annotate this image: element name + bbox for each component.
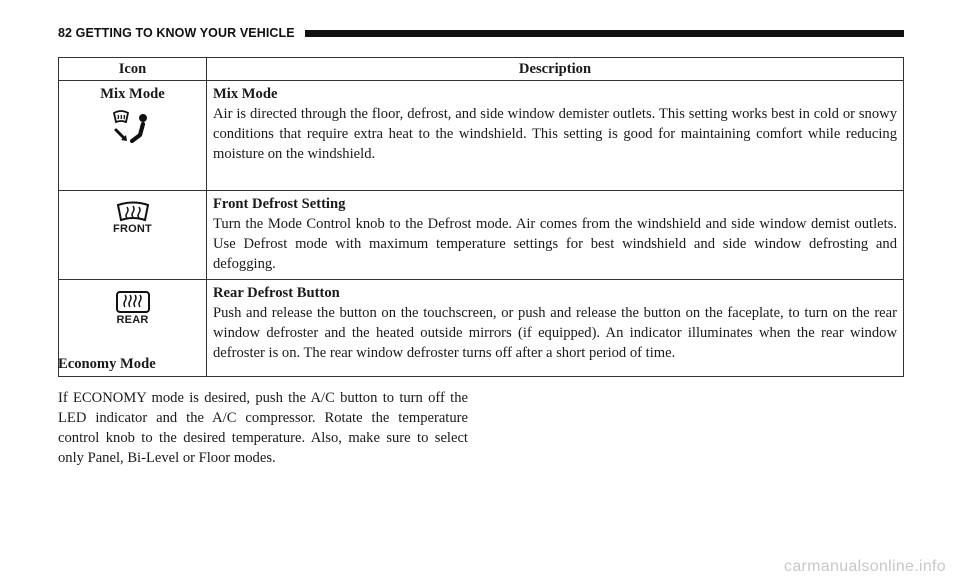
table-row [59,191,904,280]
icon-caption-front: FRONT [113,223,152,235]
description-cell [207,81,904,191]
column-header-description: Description [207,58,904,81]
economy-mode-heading: Economy Mode [58,356,156,372]
watermark: carmanualsonline.info [784,558,946,575]
description-cell [207,280,904,377]
page-number-and-section: 82 GETTING TO KNOW YOUR VEHICLE [58,26,295,40]
description-text: Air is directed through the floor, defrost, and side window demister outlets. This setting works best in cold or snowy conditions that require extra heat to the windshield. This setting is good for maintaining comfort while reducing moisture on the windshield. [213,106,897,162]
page-header [58,24,904,42]
mix-mode-icon [110,108,156,150]
climate-mode-table [58,57,904,377]
description-text: Push and release the button on the touchscreen, or push and release the button on the faceplate, to turn on the rear window defroster and the heated outside mirrors (if equipped). An indicator illuminates when the rear window defroster is on. The rear window defroster turns off after a short period of time. [213,305,897,361]
icon-caption-rear: REAR [116,314,149,326]
icon-label: Mix Mode [100,86,165,102]
rear-defrost-icon [115,290,151,314]
header-rule [305,30,904,37]
description-cell [207,191,904,280]
description-title: Mix Mode [213,86,278,102]
table-row [59,81,904,191]
economy-mode-paragraph: If ECONOMY mode is desired, push the A/C button to turn off the LED indicator and the A/C compressor. Rotate the temperature control knob to the desired temperature. Also, make sure to select only Panel, Bi-Level or Floor modes. [58,390,468,466]
icon-cell [59,81,207,191]
icon-cell [59,191,207,280]
table-header-row [59,58,904,81]
table-row [59,280,904,377]
description-title: Rear Defrost Button [213,285,340,301]
column-header-icon: Icon [59,58,207,81]
description-text: Turn the Mode Control knob to the Defrost mode. Air comes from the windshield and side window demist outlets. Use Defrost mode with maximum temperature settings for best windshield and side window defrosting and defogging. [213,216,897,272]
front-defrost-icon [116,201,150,223]
description-title: Front Defrost Setting [213,196,346,212]
